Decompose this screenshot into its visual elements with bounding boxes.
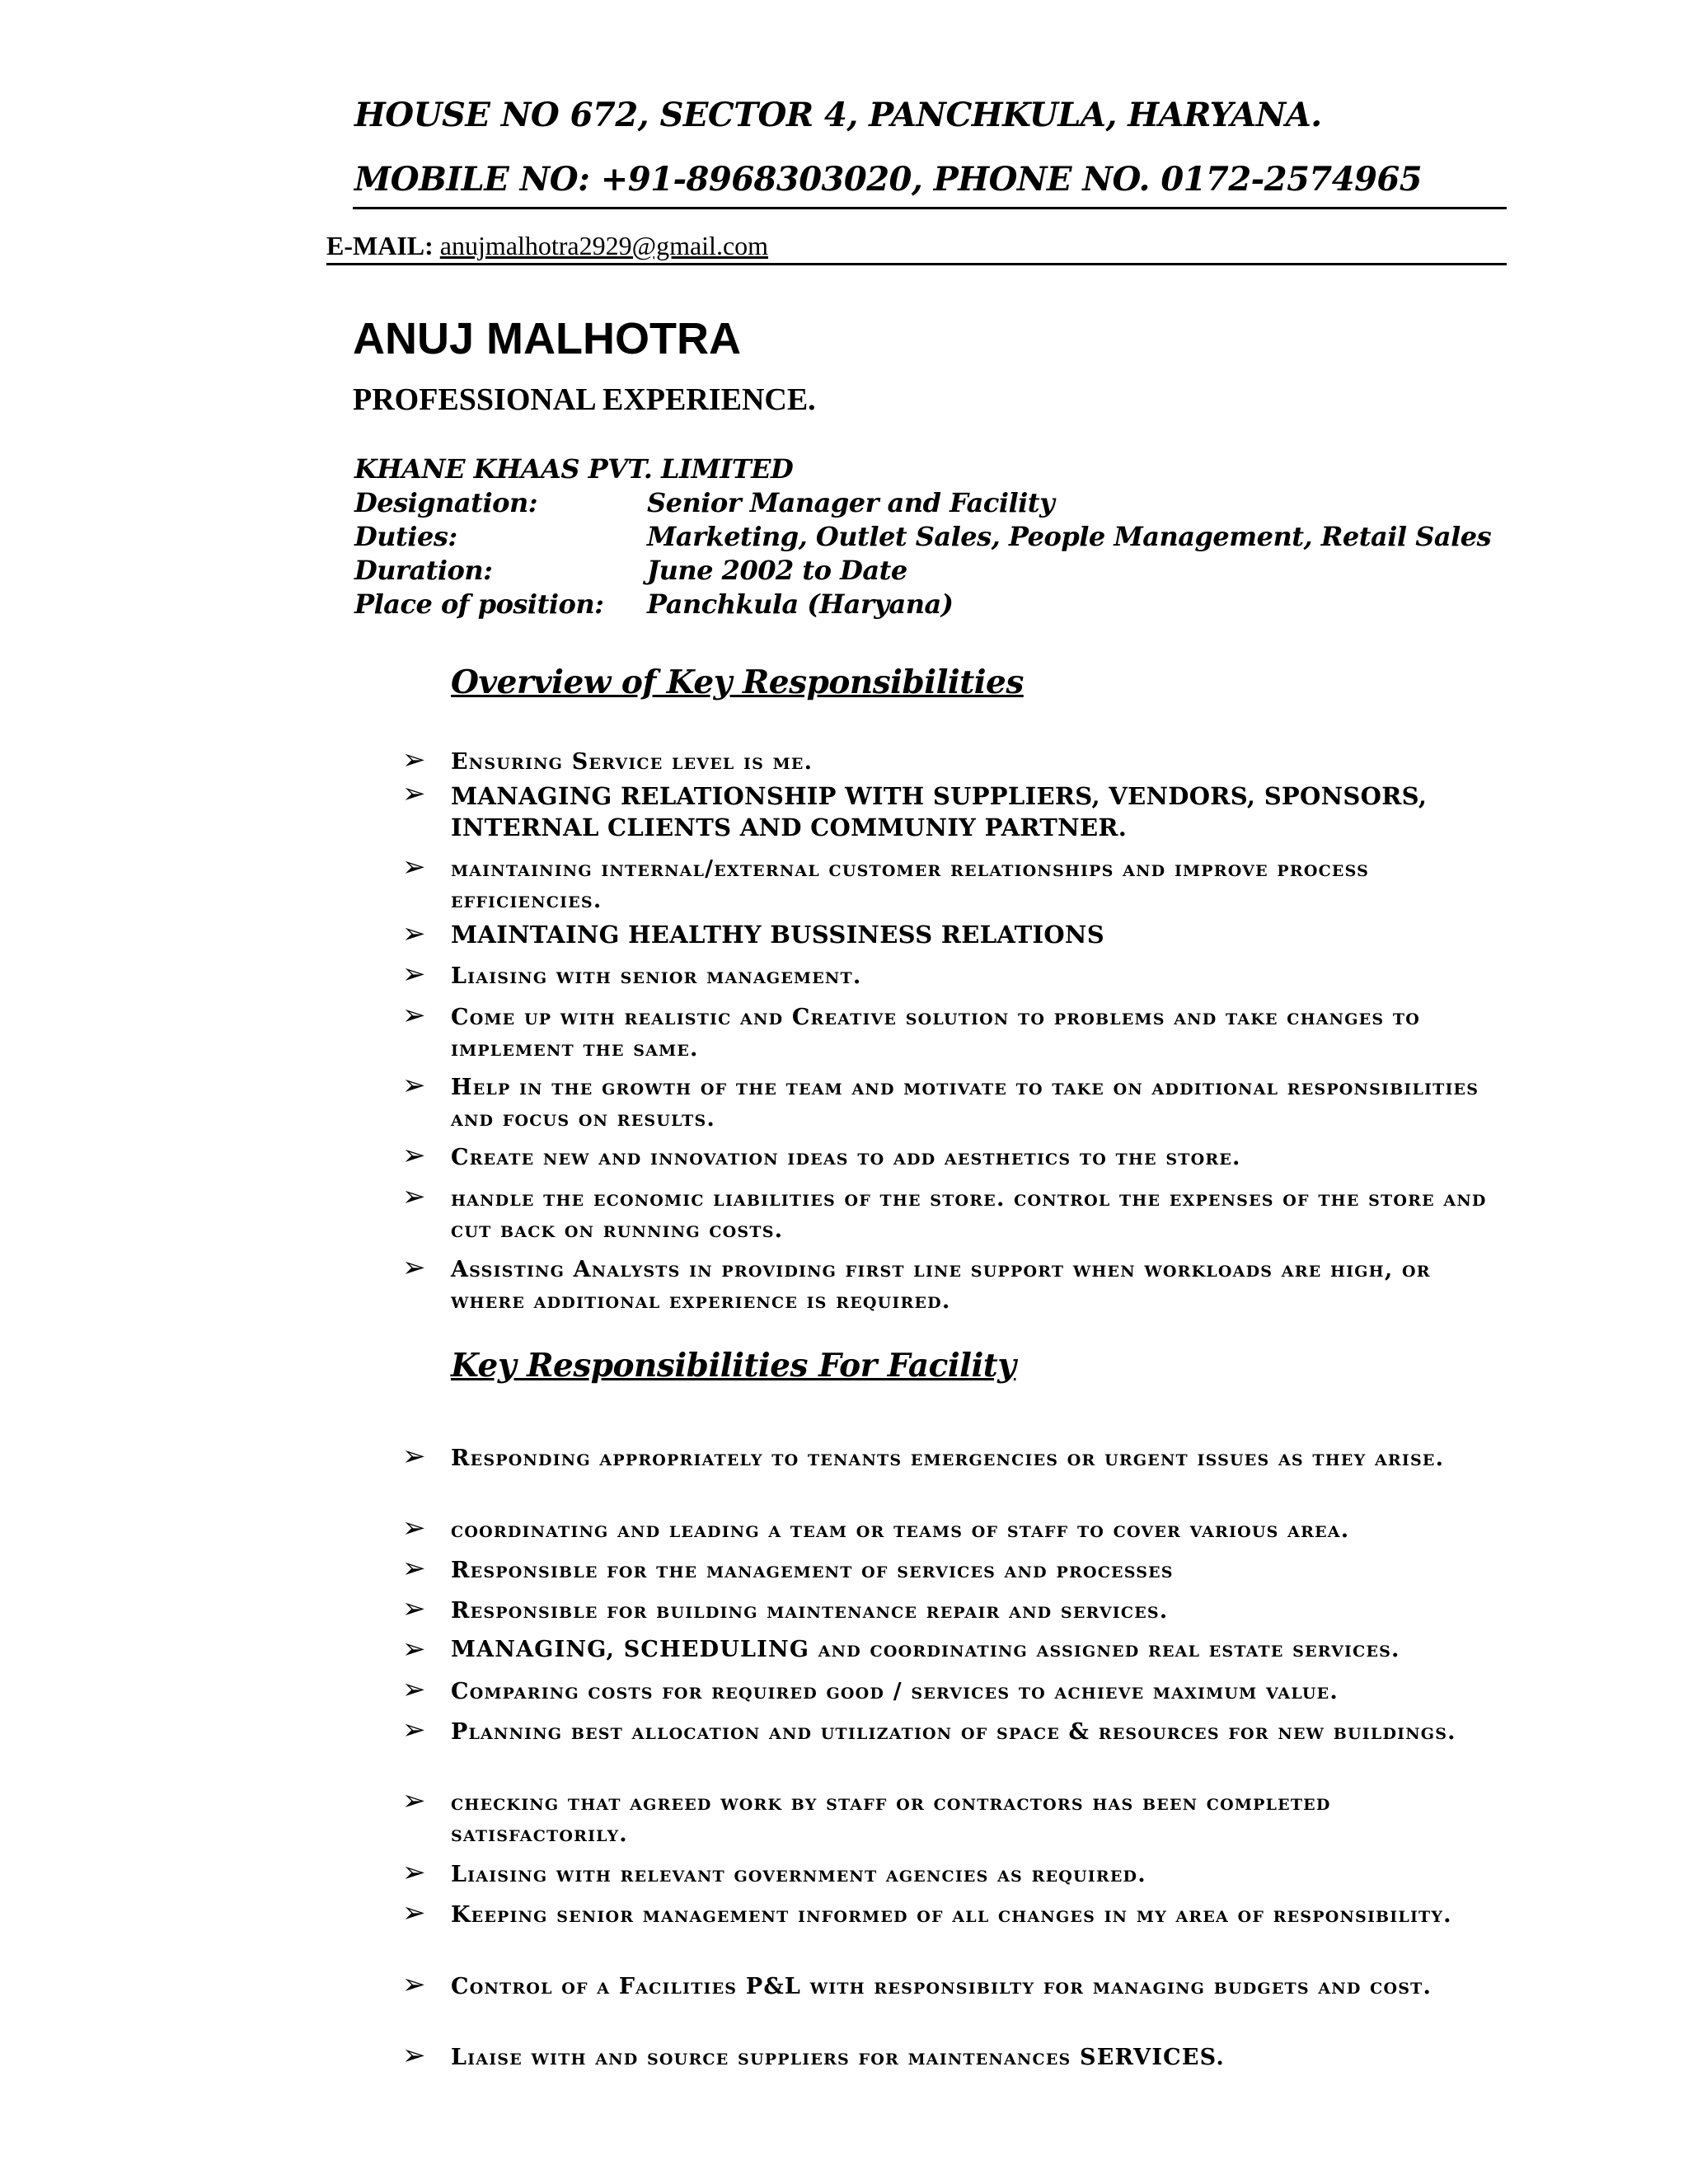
duration-label: Duration: <box>354 555 493 586</box>
list-item: handle the economic liabilities of the store. control the expenses of the store and cut back on running costs. <box>451 1186 1487 1243</box>
arrow-bullet-icon: ➢ <box>402 1592 426 1625</box>
list-item: Liaising with senior management. <box>451 963 862 989</box>
list-item: Help in the growth of the team and motivate to take on additional responsibilities and focus on results. <box>451 1075 1479 1132</box>
designation-label: Designation: <box>354 487 538 518</box>
list-item: coordinating and leading a team or teams of staff to cover various area. <box>451 1517 1350 1543</box>
list-item: Planning best allocation and utilization of space & resources for new buildings. <box>451 1719 1456 1745</box>
arrow-bullet-icon: ➢ <box>402 1251 426 1284</box>
list-item: Responding appropriately to tenants emergencies or urgent issues as they arise. <box>451 1446 1445 1471</box>
email-label: E-MAIL: <box>326 231 434 260</box>
arrow-bullet-icon: ➢ <box>402 917 426 950</box>
arrow-bullet-icon: ➢ <box>402 1856 426 1889</box>
email-link[interactable]: anujmalhotra2929@gmail.com <box>439 231 769 260</box>
arrow-bullet-icon: ➢ <box>402 2039 426 2072</box>
list-item: Ensuring Service level is me. <box>451 749 814 775</box>
list-item: Assisting Analysts in providing first line support when workloads are high, or where additional experience is required. <box>451 1257 1431 1314</box>
arrow-bullet-icon: ➢ <box>402 851 426 883</box>
list-item: MANAGING RELATIONSHIP WITH SUPPLIERS, VENDORS, SPONSORS, INTERNAL CLIENTS AND COMMUNIY PARTNER. <box>451 782 1428 841</box>
list-item: MANAGING, SCHEDULING and coordinating assigned real estate services. <box>451 1637 1400 1662</box>
arrow-bullet-icon: ➢ <box>402 1180 426 1213</box>
arrow-bullet-icon: ➢ <box>402 777 426 810</box>
arrow-bullet-icon: ➢ <box>402 999 426 1032</box>
list-item: Responsible for building maintenance repair and services. <box>451 1598 1169 1624</box>
duties-label: Duties: <box>354 521 457 552</box>
arrow-bullet-icon: ➢ <box>402 1968 426 2001</box>
list-item: checking that agreed work by staff or contractors has been completed satisfactorily. <box>451 1790 1331 1847</box>
arrow-bullet-icon: ➢ <box>402 1139 426 1172</box>
header-divider-top <box>353 207 1507 209</box>
arrow-bullet-icon: ➢ <box>402 1511 426 1544</box>
place-value: Panchkula (Haryana) <box>647 588 954 620</box>
arrow-bullet-icon: ➢ <box>402 958 426 991</box>
list-item: maintaining internal/external customer relationships and improve process efficiencies. <box>451 856 1370 913</box>
person-name: ANUJ MALHOTRA <box>353 314 741 363</box>
designation-value: Senior Manager and Facility <box>647 487 1055 518</box>
facility-heading: Key Responsibilities For Facility <box>451 1347 1016 1385</box>
list-item: Comparing costs for required good / services to achieve maximum value. <box>451 1679 1339 1704</box>
arrow-bullet-icon: ➢ <box>402 1713 426 1746</box>
list-item: Liaising with relevant government agencies as required. <box>451 1862 1146 1887</box>
list-item: MAINTAING HEALTHY BUSSINESS RELATIONS <box>451 921 1104 949</box>
arrow-bullet-icon: ➢ <box>402 1673 426 1706</box>
arrow-bullet-icon: ➢ <box>402 743 426 776</box>
arrow-bullet-icon: ➢ <box>402 1896 426 1929</box>
phone-line: MOBILE NO: +91-8968303020, PHONE NO. 0172-2574965 <box>354 160 1423 199</box>
list-item: Create new and innovation ideas to add aesthetics to the store. <box>451 1145 1241 1170</box>
arrow-bullet-icon: ➢ <box>402 1784 426 1817</box>
header-divider-bottom <box>326 263 1507 265</box>
arrow-bullet-icon: ➢ <box>402 1552 426 1585</box>
list-item: Responsible for the management of services and processes <box>451 1558 1174 1583</box>
place-label: Place of position: <box>354 588 604 620</box>
address-line: HOUSE NO 672, SECTOR 4, PANCHKULA, HARYANA. <box>354 96 1322 134</box>
arrow-bullet-icon: ➢ <box>402 1069 426 1102</box>
list-item: Control of a Facilities P&L with responsibilty for managing budgets and cost. <box>451 1974 1432 1999</box>
arrow-bullet-icon: ➢ <box>402 1440 426 1473</box>
list-item: Come up with realistic and Creative solution to problems and take changes to implement the same. <box>451 1005 1420 1062</box>
overview-heading: Overview of Key Responsibilities <box>451 663 1024 701</box>
email-line <box>326 231 768 261</box>
company-name: KHANE KHAAS PVT. LIMITED <box>354 453 794 485</box>
duties-value: Marketing, Outlet Sales, People Management, Retail Sales <box>647 521 1492 552</box>
duration-value: June 2002 to Date <box>647 555 907 586</box>
list-item: Keeping senior management informed of all changes in my area of responsibility. <box>451 1902 1452 1928</box>
arrow-bullet-icon: ➢ <box>402 1633 426 1666</box>
list-item: Liaise with and source suppliers for maintenances SERVICES. <box>451 2045 1225 2070</box>
section-title: PROFESSIONAL EXPERIENCE. <box>353 382 816 417</box>
